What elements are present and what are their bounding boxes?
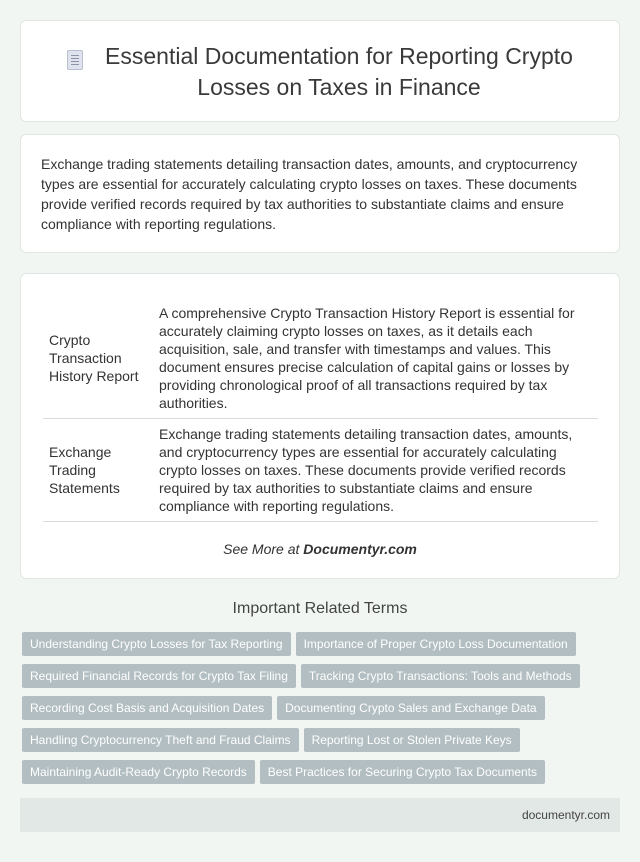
related-tag[interactable]: Maintaining Audit-Ready Crypto Records: [22, 760, 255, 784]
document-icon: [67, 50, 83, 70]
tag-row: [22, 632, 622, 664]
document-description: A comprehensive Crypto Transaction History Report is essential for accurately claiming crypto losses on taxes, as it details each acquisition, sale, and transfer with timestamps and values. This document ensures precise calculation of capital gains or losses by providing chronological proof of all transactions required by tax authorities.: [153, 298, 598, 419]
related-tag[interactable]: Documenting Crypto Sales and Exchange Data: [277, 696, 544, 720]
documents-table: [43, 298, 598, 522]
tag-row: [22, 664, 622, 696]
related-tag[interactable]: Recording Cost Basis and Acquisition Dates: [22, 696, 272, 720]
title-card: [20, 20, 620, 122]
title-wrap: [21, 41, 619, 103]
footer: [20, 798, 620, 832]
tag-row: [22, 760, 622, 792]
document-name: Exchange Trading Statements: [43, 419, 153, 522]
page-title: [105, 41, 573, 103]
see-more-site[interactable]: Documentyr.com: [303, 541, 417, 557]
related-terms-tags: [22, 632, 622, 792]
related-tag[interactable]: Tracking Crypto Transactions: Tools and Methods: [301, 664, 580, 688]
related-tag[interactable]: Understanding Crypto Losses for Tax Reporting: [22, 632, 291, 656]
related-tag[interactable]: Required Financial Records for Crypto Tax Filing: [22, 664, 296, 688]
documents-card: [20, 273, 620, 579]
see-more-link[interactable]: [21, 541, 619, 557]
document-name: Crypto Transaction History Report: [43, 298, 153, 419]
tag-row: [22, 728, 622, 760]
page-title-line1: Essential Documentation for Reporting Crypto: [105, 43, 573, 69]
summary-text: Exchange trading statements detailing transaction dates, amounts, and cryptocurrency types are essential for accurately calculating crypto losses on taxes. These documents provide verified records required by tax authorities to substantiate claims and ensure compliance with reporting regulations.: [41, 156, 578, 232]
table-row: [43, 419, 598, 522]
page-title-line2: Losses on Taxes in Finance: [197, 74, 481, 100]
table-row: [43, 298, 598, 419]
footer-site-link[interactable]: documentyr.com: [521, 808, 610, 822]
see-more-prefix: See More at: [223, 541, 304, 557]
related-tag[interactable]: Importance of Proper Crypto Loss Documentation: [296, 632, 576, 656]
related-tag[interactable]: Handling Cryptocurrency Theft and Fraud Claims: [22, 728, 299, 752]
related-tag[interactable]: Reporting Lost or Stolen Private Keys: [304, 728, 520, 752]
document-description: Exchange trading statements detailing transaction dates, amounts, and cryptocurrency types are essential for accurately calculating crypto losses on taxes. These documents provide verified records required by tax authorities to substantiate claims and ensure compliance with reporting regulations.: [153, 419, 598, 522]
summary-card: [20, 134, 620, 253]
related-terms-title: Important Related Terms: [232, 600, 408, 617]
related-tag[interactable]: Best Practices for Securing Crypto Tax Documents: [260, 760, 545, 784]
tag-row: [22, 696, 622, 728]
